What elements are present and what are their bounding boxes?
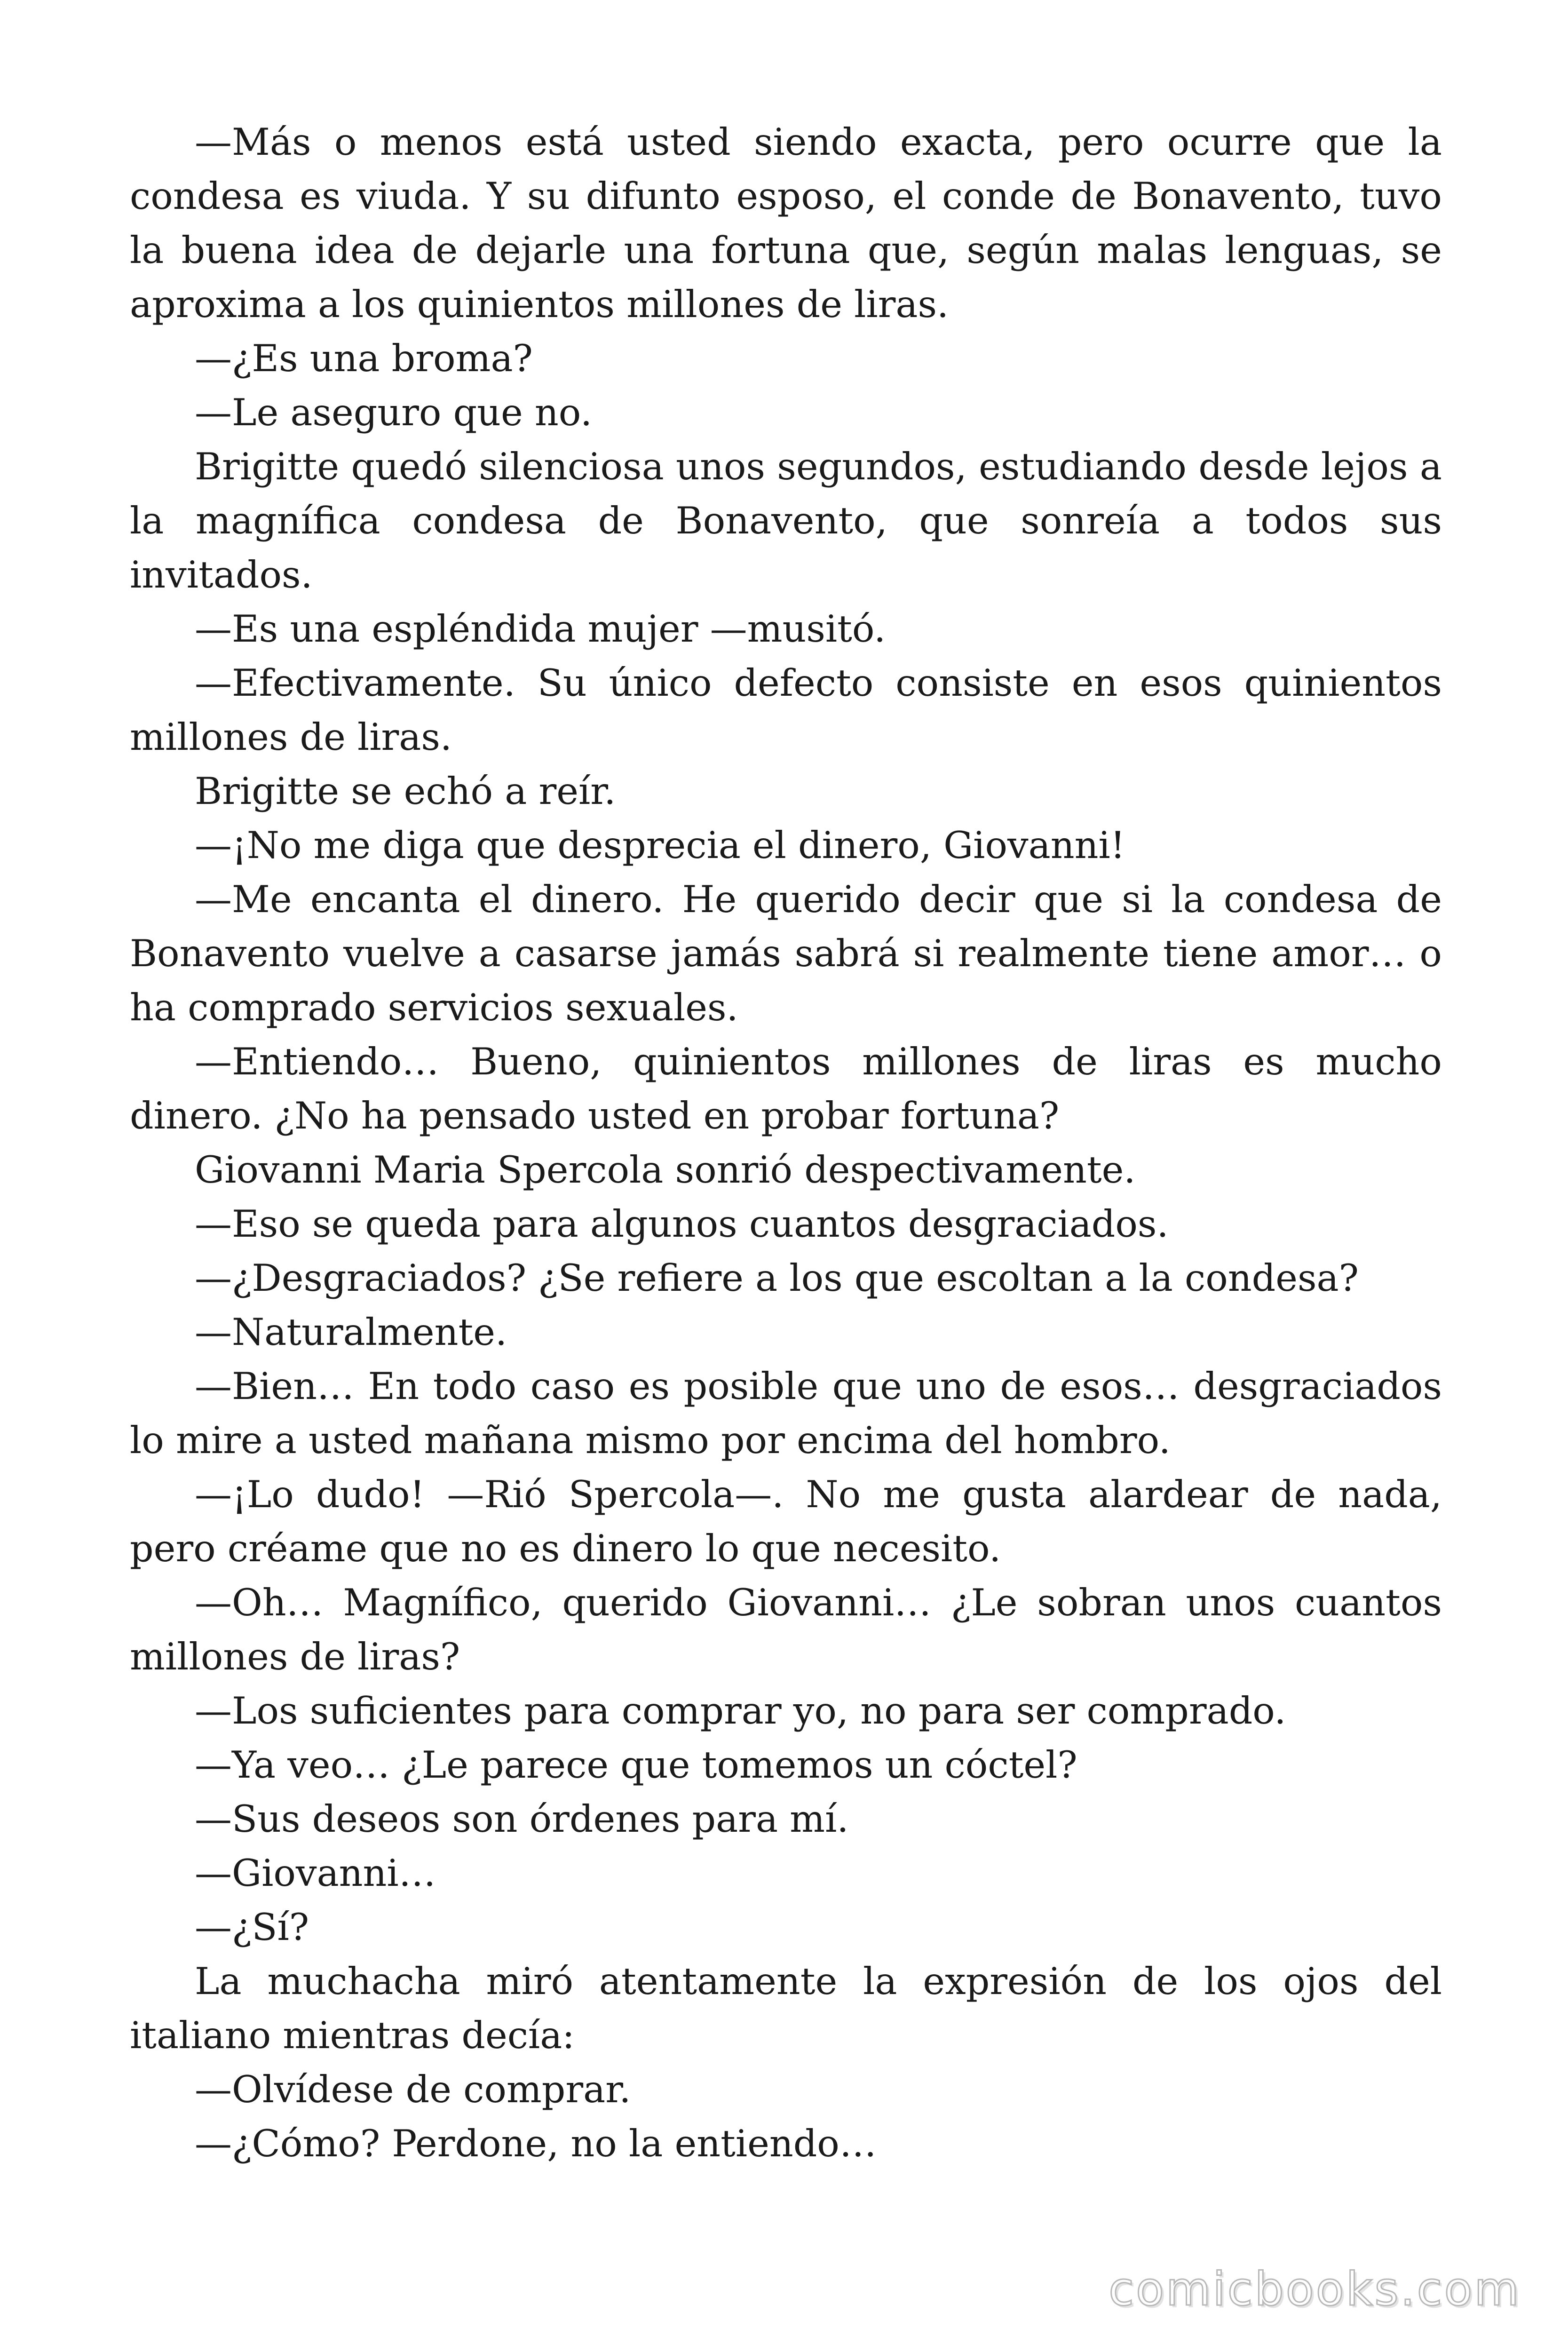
paragraph: —¡No me diga que desprecia el dinero, Giovanni!	[195, 824, 1125, 867]
paragraph: —Oh… Magnífico, querido Giovanni… ¿Le sobran unos cuantos millones de liras?	[130, 1581, 1442, 1678]
paragraph: —¿Desgraciados? ¿Se refiere a los que escoltan a la condesa?	[195, 1256, 1359, 1300]
paragraph: —Es una espléndida mujer —musitó.	[195, 607, 886, 651]
paragraph: —Más o menos está usted siendo exacta, pero ocurre que la condesa es viuda. Y su difunto esposo, el conde de Bonavento, tuvo la buena idea de dejarle una fortuna que, según malas lenguas, se aproxima a los quinientos millones de liras.	[130, 120, 1442, 326]
paragraph: —Giovanni…	[195, 1851, 436, 1895]
paragraph: La muchacha miró atentamente la expresión de los ojos del italiano mientras decía:	[130, 1960, 1442, 2057]
paragraph: —¿Cómo? Perdone, no la entiendo…	[195, 2122, 877, 2165]
paragraph: —Ya veo… ¿Le parece que tomemos un cóctel?	[195, 1743, 1077, 1787]
paragraph: —¿Es una broma?	[195, 337, 533, 380]
paragraph: —Efectivamente. Su único defecto consiste en esos quinientos millones de liras.	[130, 661, 1442, 759]
paragraph: —Eso se queda para algunos cuantos desgraciados.	[195, 1202, 1169, 1246]
paragraph: —Olvídese de comprar.	[195, 2068, 631, 2111]
watermark: comicbooks.com	[1109, 2263, 1521, 2316]
paragraph: —¿Sí?	[195, 1906, 309, 1949]
paragraph: —Entiendo… Bueno, quinientos millones de liras es mucho dinero. ¿No ha pensado usted en probar fortuna?	[130, 1040, 1442, 1137]
paragraph: Brigitte se echó a reír.	[195, 770, 616, 813]
paragraph: —¡Lo dudo! —Rió Spercola—. No me gusta alardear de nada, pero créame que no es dinero lo que necesito.	[130, 1473, 1442, 1570]
paragraph: —Le aseguro que no.	[195, 391, 593, 434]
paragraph: —Sus deseos son órdenes para mí.	[195, 1797, 849, 1841]
paragraph: Giovanni Maria Spercola sonrió despectivamente.	[195, 1148, 1136, 1192]
paragraph: —Me encanta el dinero. He querido decir que si la condesa de Bonavento vuelve a casarse jamás sabrá si realmente tiene amor… o ha comprado servicios sexuales.	[130, 878, 1442, 1029]
paragraph: Brigitte quedó silenciosa unos segundos, estudiando desde lejos a la magnífica condesa de Bonavento, que sonreía a todos sus invitados.	[130, 445, 1442, 596]
paragraph: —Los suficientes para comprar yo, no para ser comprado.	[195, 1689, 1286, 1732]
body-text	[130, 115, 1442, 2171]
paragraph: —Bien… En todo caso es posible que uno de esos… desgraciados lo mire a usted mañana mismo por encima del hombro.	[130, 1365, 1442, 1462]
paragraph: —Naturalmente.	[195, 1311, 507, 1354]
